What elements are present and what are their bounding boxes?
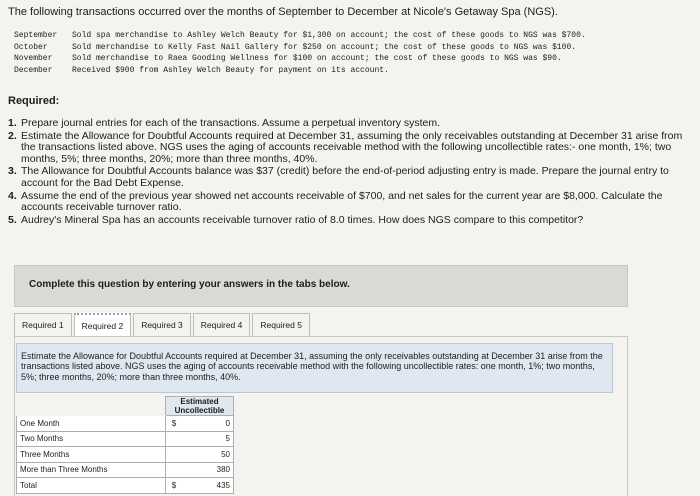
currency-symbol [166,462,183,478]
instruction-text: Estimate the Allowance for Doubtful Accounts required at December 31, assuming the only receivables outstanding at December 31 arise from the transactions listed above. NGS uses the aging of accounts receivable method with the following uncollectible rates: one month, 1%; two months, 5%; three months, 20%; more than three months, 40%. [21,351,603,382]
table-header-blank [17,397,166,416]
tab-required-3[interactable]: Required 3 [133,313,191,336]
requirement-number: 5. [8,213,17,226]
transaction-month: November [14,54,53,63]
requirement-text: Assume the end of the previous year showed net accounts receivable of $700, and net sales for the current year are $8,000. Calculate the accounts receivable turnover ratio. [21,189,663,214]
requirement-item [8,166,693,189]
tab-required-5[interactable]: Required 5 [252,313,310,336]
row-label: More than Three Months [17,462,166,478]
transaction-text: Sold merchandise to Kelly Fast Nail Gallery for $250 on account; the cost of these goods to NGS was $100. [72,42,577,52]
transaction-row [14,42,586,54]
tab-required-4[interactable]: Required 4 [193,313,251,336]
requirement-item [8,215,693,227]
transactions-list [14,30,586,76]
requirement-number: 3. [8,165,17,178]
uncollectible-table [16,396,234,494]
row-label: Total [17,478,166,494]
requirements-list [8,118,693,227]
requirement-text: Audrey's Mineral Spa has an accounts receivable turnover ratio of 8.0 times. How does NGS compare to this competitor? [21,213,584,226]
intro-text: The following transactions occurred over the months of September to December at Nicole's Getaway Spa (NGS). [8,6,558,18]
amount-input[interactable]: 380 [182,462,234,478]
row-label: Two Months [17,431,166,447]
requirement-text: Estimate the Allowance for Doubtful Accounts required at December 31, assuming the only receivables outstanding at December 31 arise from the transactions listed above. NGS uses the aging of accounts receivable method with the following uncollectible rates:- one month, 1%; two months, 5%; three months, 20%; more than three months, 40%. [21,129,683,165]
currency-symbol: $ [166,478,183,494]
table-row [17,416,234,432]
amount-input[interactable]: 5 [182,431,234,447]
currency-symbol [166,447,183,463]
table-row [17,447,234,463]
transaction-row [14,30,586,42]
currency-symbol [166,431,183,447]
table-row [17,462,234,478]
transaction-text: Sold merchandise to Raea Gooding Wellness for $100 on account; the cost of these goods to NGS was $90. [72,54,562,63]
amount-input[interactable]: 50 [182,447,234,463]
row-label: Three Months [17,447,166,463]
table-row [17,431,234,447]
instructions-panel [14,265,628,307]
total-input[interactable]: 435 [182,478,234,494]
transaction-text: Received $900 from Ashley Welch Beauty for payment on its account. [72,65,389,75]
tab-bar [14,313,312,337]
transaction-month: October [14,42,48,52]
transaction-row [14,53,586,65]
amount-input[interactable]: 0 [182,416,234,432]
transaction-text: Sold spa merchandise to Ashley Welch Beauty for $1,300 on account; the cost of these goods to NGS was $700. [72,31,586,40]
question-instruction [16,343,613,393]
tab-required-2[interactable]: Required 2 [74,313,132,337]
requirement-number: 4. [8,189,17,202]
transaction-month: September [14,31,58,40]
row-label: One Month [17,416,166,432]
tab-required-1[interactable]: Required 1 [14,313,72,336]
panel-text: Complete this question by entering your answers in the tabs below. [29,279,350,290]
requirement-item [8,118,693,130]
requirement-text: The Allowance for Doubtful Accounts balance was $37 (credit) before the end-of-period adjusting entry is made. Prepare the journal entry to account for the Bad Debt Expense. [21,165,669,189]
required-heading: Required: [8,95,60,107]
requirement-item [8,191,693,214]
requirement-number: 1. [8,117,17,129]
transaction-row [14,65,586,77]
table-header-row [17,397,234,416]
table-row-total [17,478,234,494]
requirement-number: 2. [8,129,17,142]
currency-symbol: $ [166,416,183,432]
requirement-item [8,131,693,166]
transaction-month: December [14,65,53,75]
table-header: Estimated Uncollectible [166,397,234,416]
requirement-text: Prepare journal entries for each of the transactions. Assume a perpetual inventory system. [21,117,441,129]
